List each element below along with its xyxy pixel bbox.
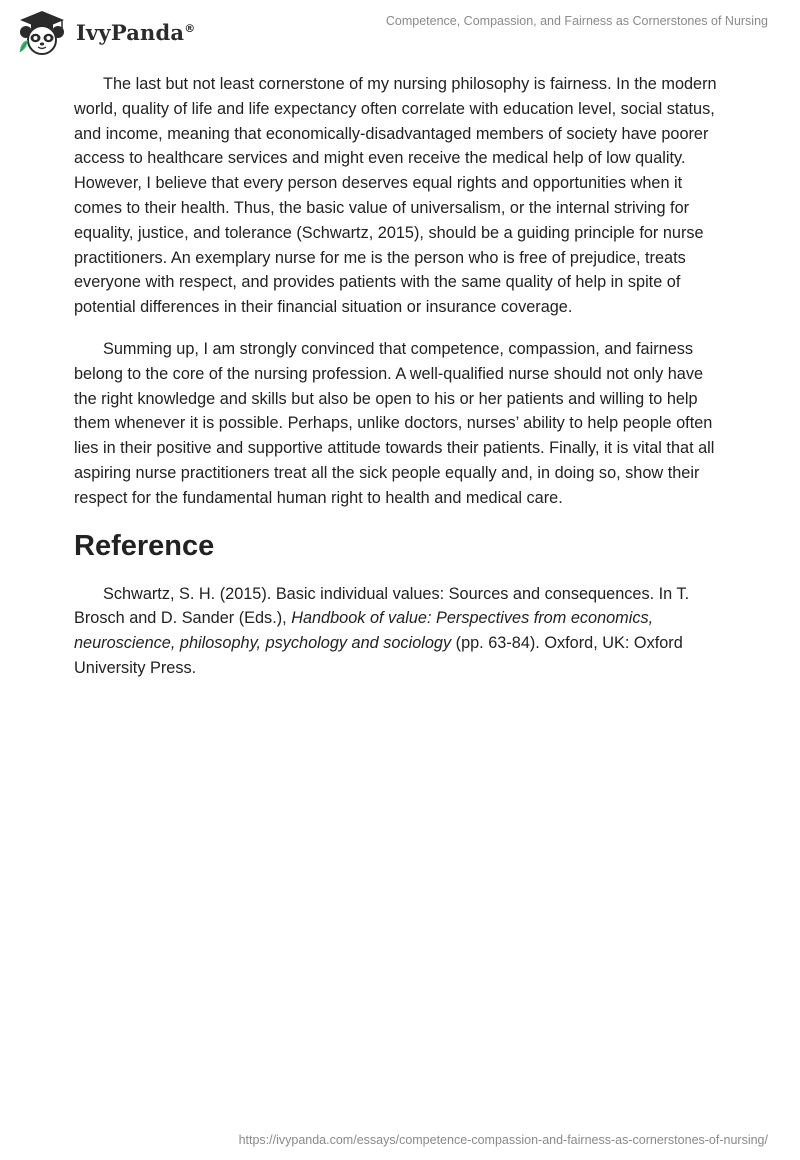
page-header bbox=[0, 0, 800, 60]
ivypanda-logo[interactable] bbox=[14, 8, 195, 56]
panda-mascot-icon bbox=[14, 8, 70, 56]
source-url[interactable]: https://ivypanda.com/essays/competence-compassion-and-fairness-as-cornerstones-of-nursing/ bbox=[238, 1133, 768, 1147]
logo-wordmark: IvyPanda® bbox=[76, 19, 196, 45]
essay-content bbox=[74, 72, 726, 681]
reference-entry: Schwartz, S. H. (2015). Basic individual values: Sources and consequences. In T. Brosch and D. Sander (Eds.), Handbook of value: Perspectives from economics, neuroscience, philosophy, psychology and sociology (pp. 63-84). Oxford, UK: Oxford University Press. bbox=[74, 584, 690, 677]
reference-heading: Reference bbox=[74, 529, 215, 562]
document-title: Competence, Compassion, and Fairness as Cornerstones of Nursing bbox=[385, 14, 768, 28]
body-paragraph-fairness: The last but not least cornerstone of my nursing philosophy is fairness. In the modern world, quality of life and life expectancy often correlate with education level, social status, and income, meaning that economically-disadvantaged members of society have poorer access to healthcare services and might even receive the medical help of low quality. However, I believe that every person deserves equal rights and opportunities when it comes to their health. Thus, the basic value of universalism, or the internal striving for equality, justice, and tolerance (Schwartz, 2015), should be a guiding principle for nurse practitioners. An exemplary nurse for me is the person who is free of prejudice, treats everyone with respect, and provides patients with the same quality of help in spite of potential differences in their financial situation or insurance coverage. bbox=[74, 75, 717, 317]
body-paragraph-summary: Summing up, I am strongly convinced that competence, compassion, and fairness belong to the core of the nursing profession. A well-qualified nurse should not only have the right knowledge and skills but also be open to his or her patients and willing to help them whenever it is possible. Perhaps, unlike doctors, nurses’ ability to help people often lies in their positive and supportive attitude towards their patients. Finally, it is vital that all aspiring nurse practitioners treat all the sick people equally and, in doing so, show their respect for the fundamental human right to health and medical care. bbox=[74, 339, 715, 507]
